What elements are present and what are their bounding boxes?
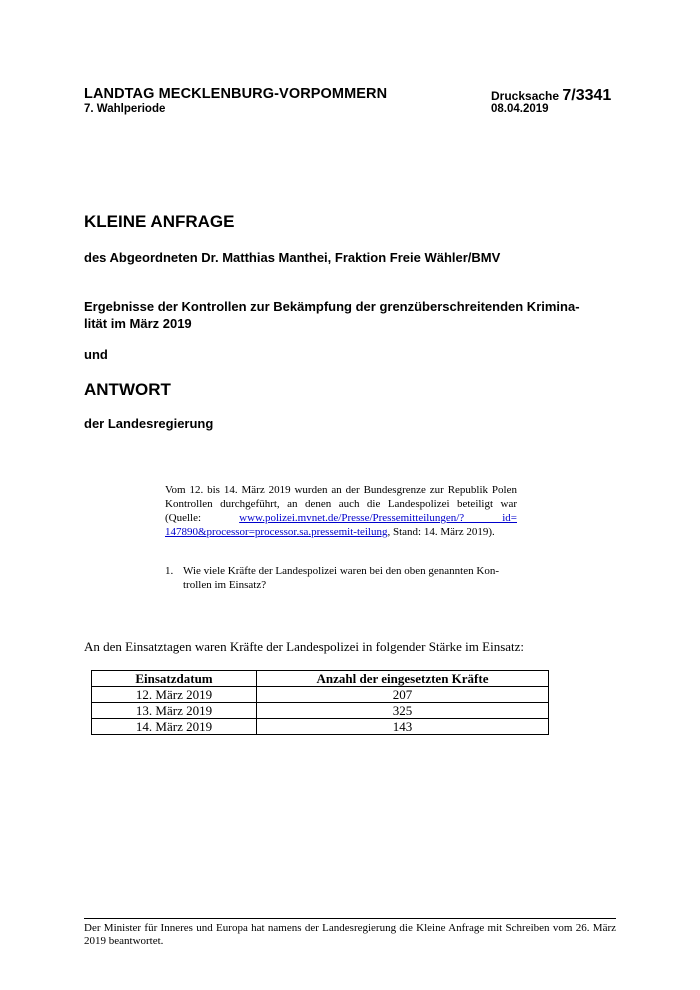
subject-line-1: Ergebnisse der Kontrollen zur Bekämpfung der grenzüberschreitenden Krimina- xyxy=(84,299,580,314)
cell-count: 325 xyxy=(257,703,549,719)
footnote-divider xyxy=(84,918,616,919)
table-row xyxy=(92,719,549,735)
table-row xyxy=(92,703,549,719)
deployment-table xyxy=(91,670,549,735)
question-line-2: trollen im Einsatz? xyxy=(183,579,267,591)
answer-intro: An den Einsatztagen waren Kräfte der Landespolizei in folgender Stärke im Einsatz: xyxy=(84,639,525,654)
inquiry-subject xyxy=(84,298,624,332)
preamble-part-1: Vom 12. bis 14. März 2019 wurden an der Bundesgrenze zur Republik Polen Kontrollen durchgeführt, an denen auch die Landespolizei beteiligt war (Quelle: xyxy=(165,484,517,524)
kleine-anfrage-heading: KLEINE ANFRAGE xyxy=(84,212,235,231)
source-link[interactable]: www.polizei.mvnet.de/Presse/Pressemitteilungen/? id= 147890&processor=processor.sa.pressemit-teilung xyxy=(165,512,517,538)
drucksache-label: Drucksache xyxy=(491,89,560,103)
document-date: 08.04.2019 xyxy=(491,103,549,115)
table-header-row xyxy=(92,671,549,687)
question-line-1: Wie viele Kräfte der Landespolizei waren bei den oben genannten Kon- xyxy=(183,565,499,577)
footnote-text: Der Minister für Inneres und Europa hat namens der Landesregierung die Kleine Anfrage mit Schreiben vom 26. März 2019 beantwortet. xyxy=(84,922,616,947)
table-row xyxy=(92,687,549,703)
landesregierung-label: der Landesregierung xyxy=(84,416,214,431)
preamble-text xyxy=(165,483,517,539)
cell-count: 143 xyxy=(257,719,549,735)
member-line: des Abgeordneten Dr. Matthias Manthei, Fraktion Freie Wähler/BMV xyxy=(84,250,501,265)
question-1 xyxy=(165,564,517,592)
column-header-date: Einsatzdatum xyxy=(92,671,257,687)
subject-line-2: lität im März 2019 xyxy=(84,316,192,331)
cell-date: 14. März 2019 xyxy=(92,719,257,735)
cell-count: 207 xyxy=(257,687,549,703)
antwort-heading: ANTWORT xyxy=(84,380,171,399)
preamble-part-2: , Stand: 14. März 2019). xyxy=(387,526,495,538)
cell-date: 13. März 2019 xyxy=(92,703,257,719)
cell-date: 12. März 2019 xyxy=(92,687,257,703)
und-label: und xyxy=(84,347,108,362)
drucksache-number: 7/3341 xyxy=(562,87,612,104)
question-number: 1. xyxy=(165,565,174,577)
election-period: 7. Wahlperiode xyxy=(84,103,166,115)
column-header-count: Anzahl der eingesetzten Kräfte xyxy=(257,671,549,687)
parliament-name: LANDTAG MECKLENBURG-VORPOMMERN xyxy=(84,86,388,102)
